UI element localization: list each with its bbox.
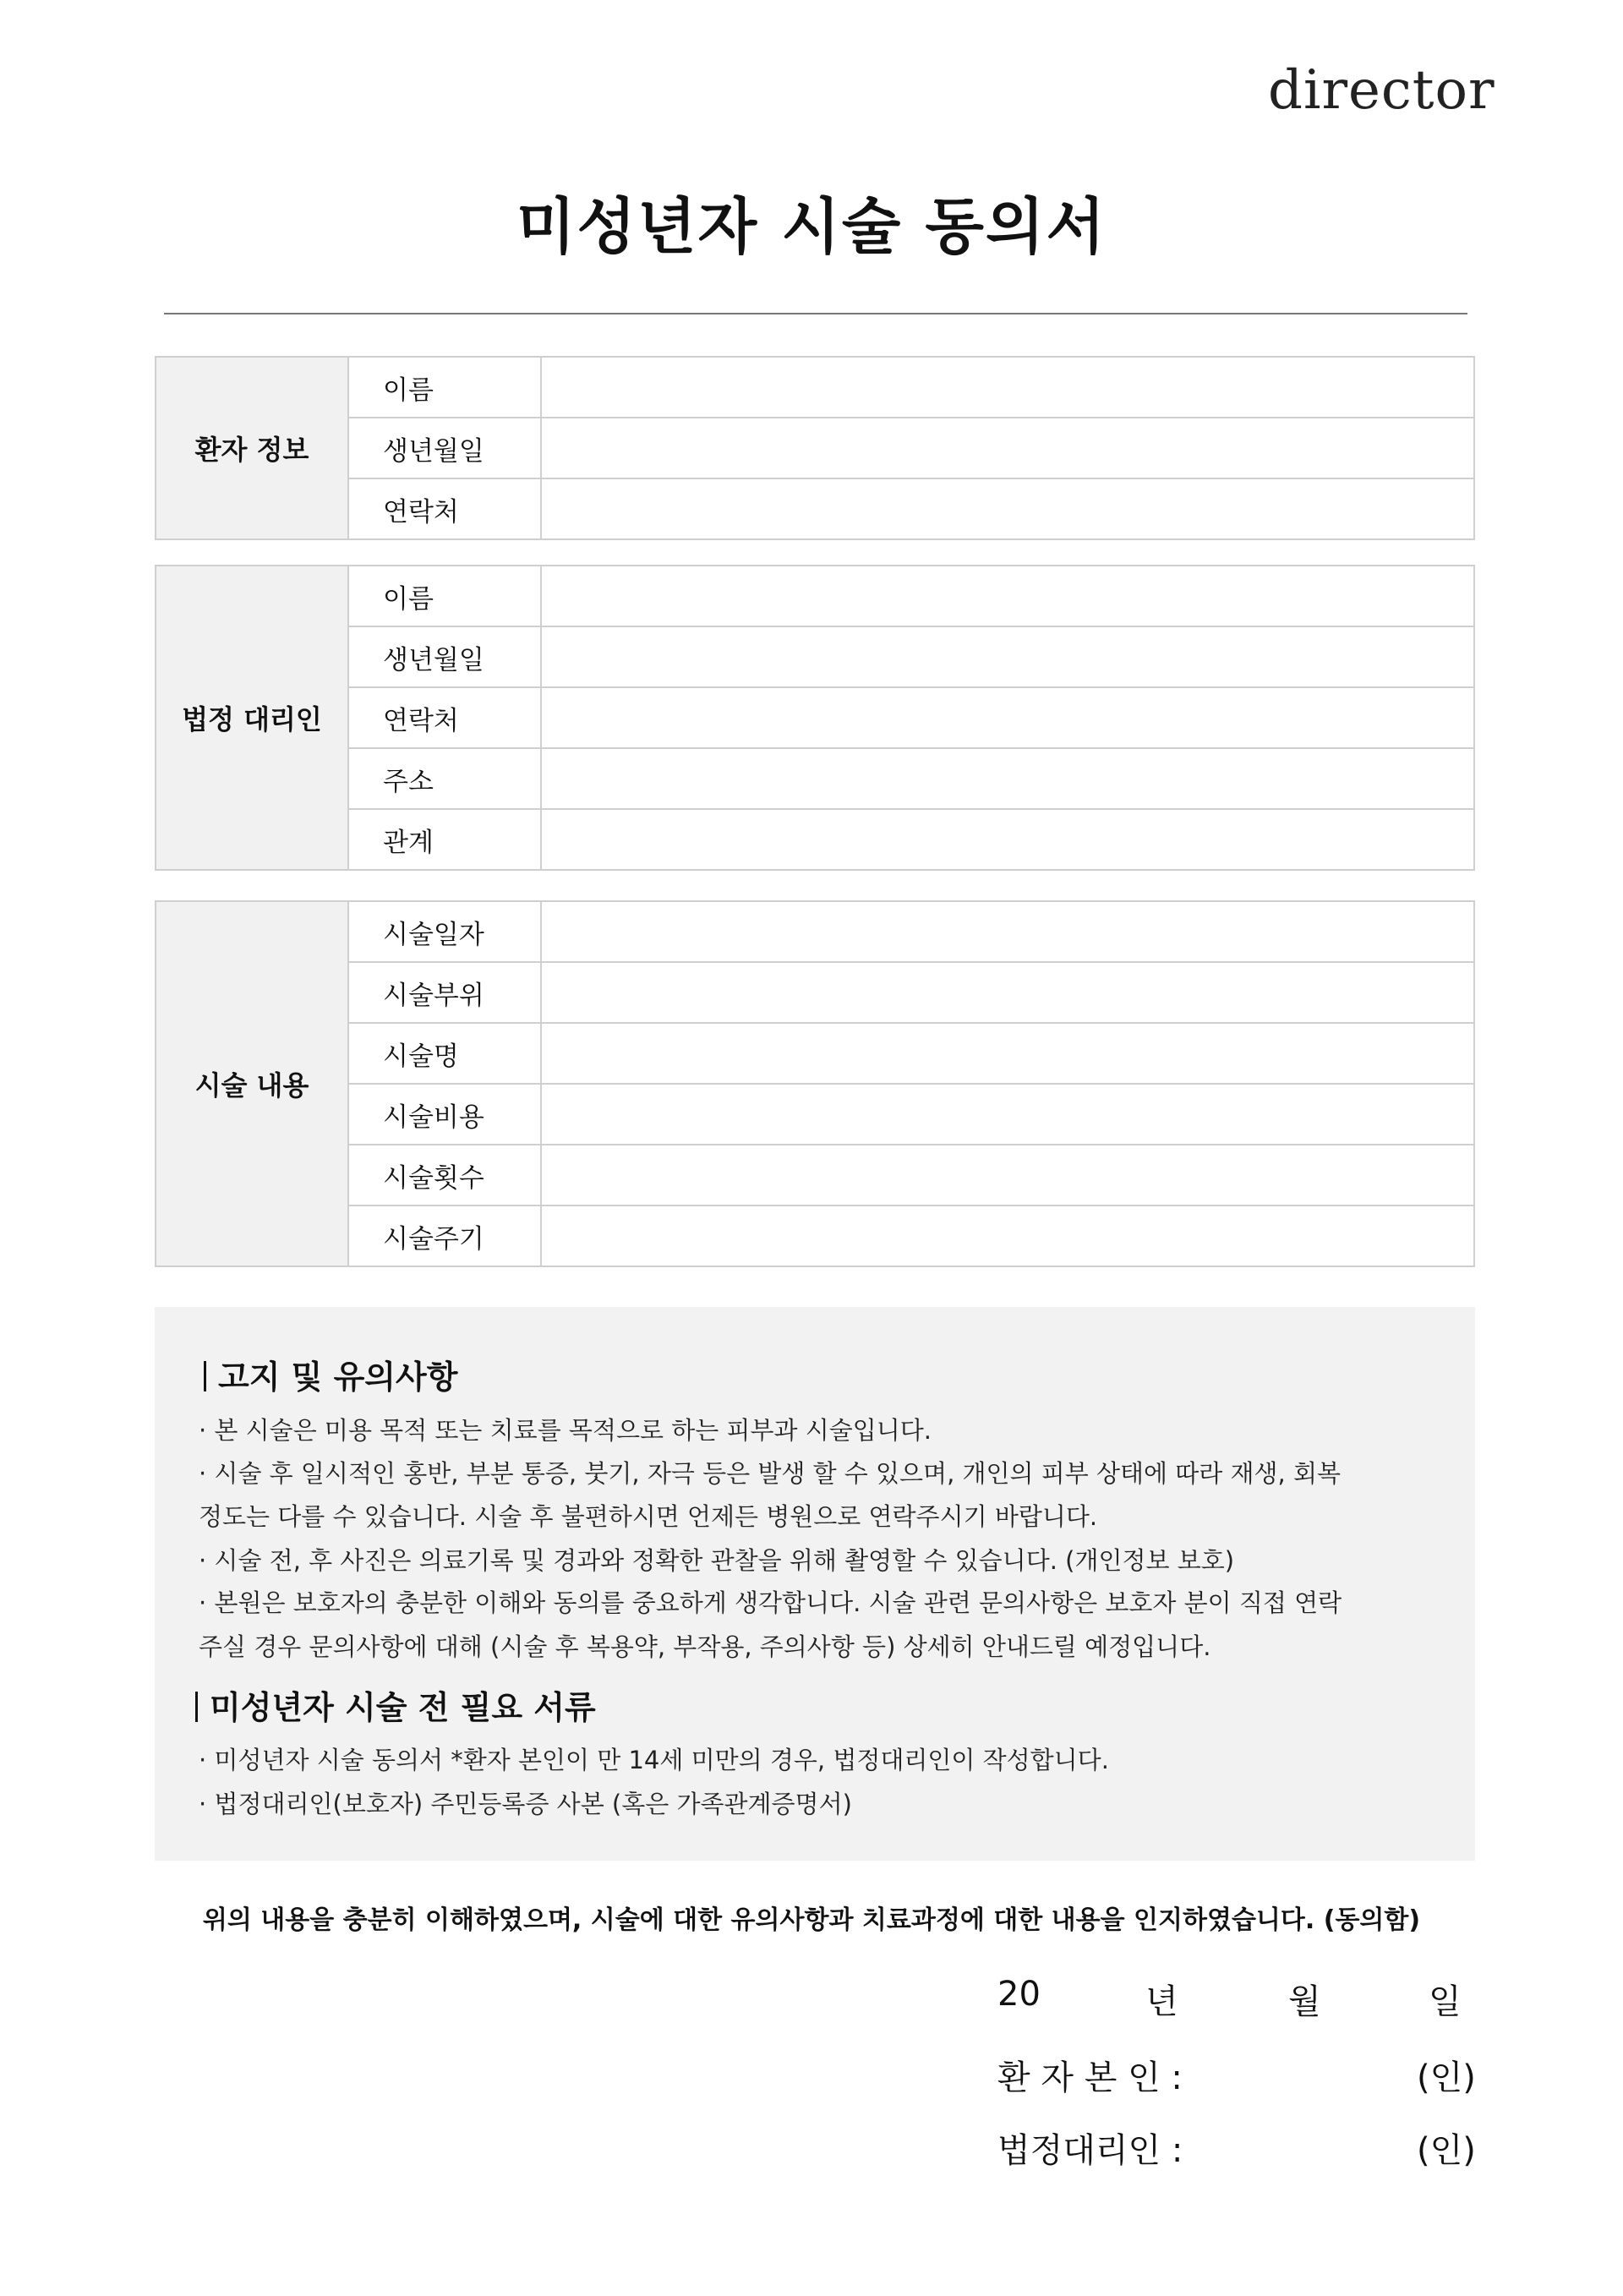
field-label: 시술횟수 [348, 1145, 541, 1205]
field-label: 이름 [348, 566, 541, 626]
guardian-name-field[interactable] [541, 566, 1474, 626]
field-label: 생년월일 [348, 626, 541, 687]
guardian-birthdate-field[interactable] [541, 626, 1474, 687]
field-label: 시술주기 [348, 1205, 541, 1266]
patient-seal-mark: (인) [1417, 2058, 1476, 2097]
agreement-statement: 위의 내용을 충분히 이해하였으며, 시술에 대한 유의사항과 치료과정에 대한 내용을 인지하였습니다. (동의함) [202, 1905, 1421, 1935]
notice-line: · 본 시술은 미용 목적 또는 치료를 목적으로 하는 피부과 시술입니다. [199, 1416, 932, 1445]
guardian-seal-mark: (인) [1417, 2131, 1476, 2170]
notice-line: · 시술 전, 후 사진은 의료기록 및 경과와 정확한 관찰을 위해 촬영할 수 있습니다. (개인정보 보호) [199, 1546, 1235, 1575]
guardian-signature-label: 법정대리인 : [997, 2131, 1183, 2170]
patient-group-label: 환자 정보 [156, 357, 348, 539]
procedure-cost-field[interactable] [541, 1084, 1474, 1145]
procedure-info-table [155, 900, 1475, 1267]
guardian-relation-field[interactable] [541, 809, 1474, 870]
patient-signature-label: 환 자 본 인 : [997, 2058, 1183, 2097]
page-title: 미성년자 시술 동의서 [516, 191, 1107, 262]
documents-line: · 미성년자 시술 동의서 *환자 본인이 만 14세 미만의 경우, 법정대리인이 작성합니다. [199, 1746, 1109, 1774]
patient-info-table [155, 356, 1475, 540]
field-label: 시술명 [348, 1023, 541, 1084]
procedure-name-field[interactable] [541, 1023, 1474, 1084]
procedure-group-label: 시술 내용 [156, 901, 348, 1266]
notice-box [155, 1307, 1475, 1861]
documents-line: · 법정대리인(보호자) 주민등록증 사본 (혹은 가족관계증명서) [199, 1790, 852, 1818]
field-label: 시술비용 [348, 1084, 541, 1145]
notice-line: · 본원은 보호자의 충분한 이해와 동의를 중요하게 생각합니다. 시술 관련 문의사항은 보호자 분이 직접 연락 [199, 1588, 1342, 1617]
date-year-prefix: 20 [997, 1975, 1041, 2014]
notice-line: 주실 경우 문의사항에 대해 (시술 후 복용약, 부작용, 주의사항 등) 상세히 안내드릴 예정입니다. [199, 1632, 1211, 1661]
field-label: 시술부위 [348, 962, 541, 1023]
procedure-area-field[interactable] [541, 962, 1474, 1023]
patient-name-field[interactable] [541, 357, 1474, 418]
date-year-label: 년 [1145, 1982, 1178, 2021]
field-label: 시술일자 [348, 901, 541, 962]
date-month-label: 월 [1288, 1982, 1321, 2021]
guardian-contact-field[interactable] [541, 687, 1474, 748]
field-label: 이름 [348, 357, 541, 418]
notice-line: · 시술 후 일시적인 홍반, 부분 통증, 붓기, 자극 등은 발생 할 수 있으며, 개인의 피부 상태에 따라 재생, 회복 [199, 1459, 1342, 1488]
date-day-label: 일 [1429, 1982, 1462, 2021]
field-label: 주소 [348, 748, 541, 809]
notice-heading: 고지 및 유의사항 [204, 1351, 457, 1397]
notice-line: 정도는 다를 수 있습니다. 시술 후 불편하시면 언제든 병원으로 연락주시기 바랍니다. [199, 1502, 1098, 1531]
field-label: 연락처 [348, 478, 541, 539]
procedure-cycle-field[interactable] [541, 1205, 1474, 1266]
divider [164, 313, 1467, 314]
patient-birthdate-field[interactable] [541, 418, 1474, 478]
logo: director [1268, 59, 1495, 122]
patient-contact-field[interactable] [541, 478, 1474, 539]
guardian-address-field[interactable] [541, 748, 1474, 809]
field-label: 연락처 [348, 687, 541, 748]
field-label: 관계 [348, 809, 541, 870]
guardian-info-table [155, 565, 1475, 871]
documents-heading: 미성년자 시술 전 필요 서류 [195, 1681, 596, 1728]
guardian-group-label: 법정 대리인 [156, 566, 348, 870]
field-label: 생년월일 [348, 418, 541, 478]
procedure-count-field[interactable] [541, 1145, 1474, 1205]
procedure-date-field[interactable] [541, 901, 1474, 962]
